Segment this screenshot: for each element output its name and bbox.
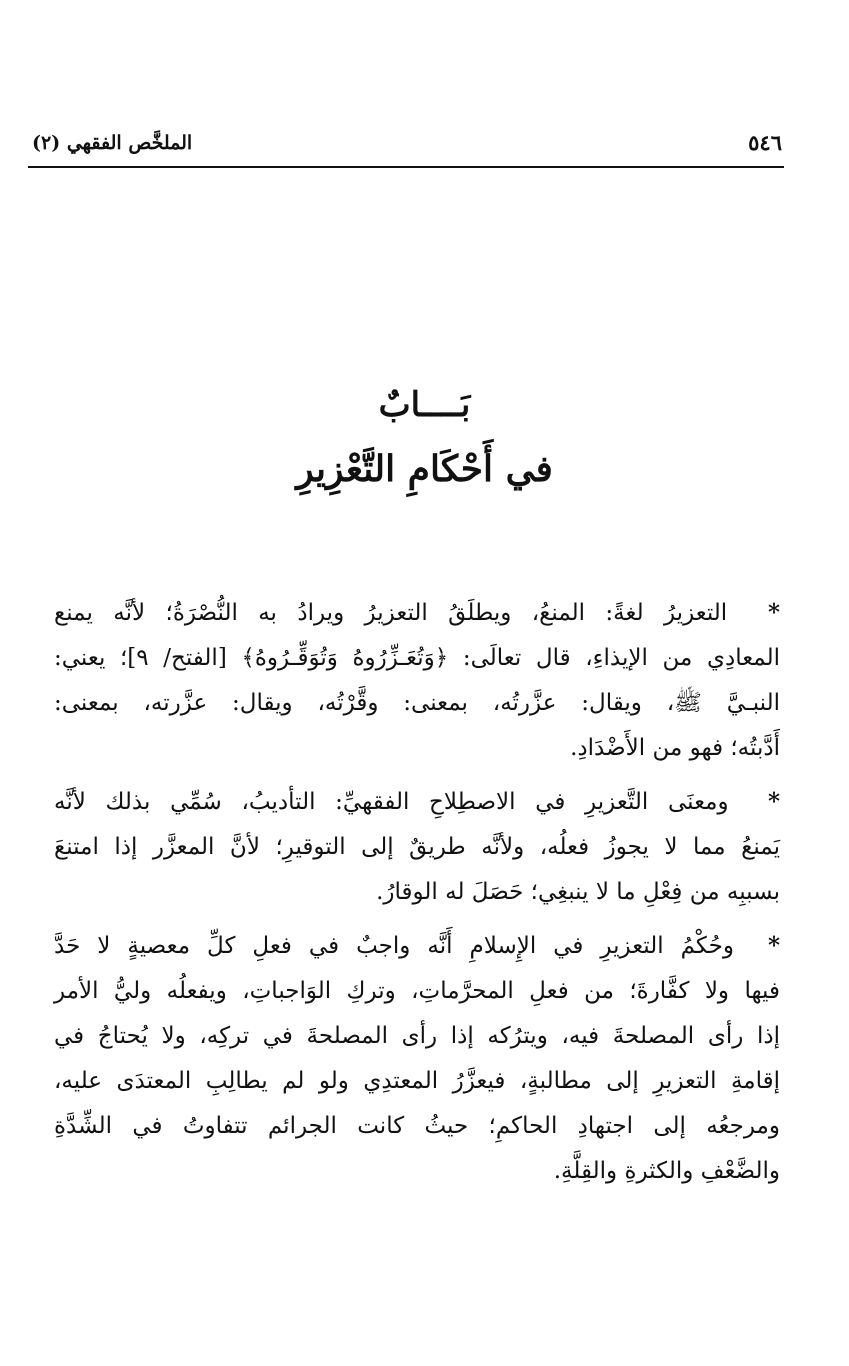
running-title: الملخَّص الفقهي (٢) xyxy=(32,132,193,154)
text-line: يَمنعُ مما لا يجوزُ فعلُه، ولأنَّه طريقٌ إلى التوقيرِ؛ لأنَّ المعزَّر إذا امتنعَ xyxy=(54,834,780,860)
paragraph-ruling xyxy=(54,923,780,1194)
text-line: النبـيَّ ﷺ، ويقال: عزَّرتُه، بمعنى: وقَّرْتُه، ويقال: عزَّرته، بمعنى: xyxy=(54,690,780,716)
bullet-marker: * xyxy=(767,788,780,815)
paragraph-definition-juristic xyxy=(54,779,780,915)
body-text xyxy=(54,590,780,1202)
bullet-marker: * xyxy=(767,932,780,959)
text-line: أَدَّبتُه؛ فهو من الأَضْدَادِ. xyxy=(570,735,780,761)
line-text: وحُكْمُ التعزيرِ في الإِسلامِ أَنَّه واجبٌ في فعلِ كلِّ معصيةٍ لا حَدَّ xyxy=(54,933,734,959)
text-line xyxy=(54,923,780,969)
chapter-label: بَــــابٌ xyxy=(378,385,471,425)
page-header xyxy=(28,126,784,166)
text-line xyxy=(54,590,780,636)
paragraph-definition-language xyxy=(54,590,780,771)
line-text: التعزيرُ لغةً: المنعُ، ويطلَقُ التعزيرُ ويرادُ به النُّصْرَةُ؛ لأنَّه يمنع xyxy=(54,600,728,626)
text-line: ومرجعُه إلى اجتهادِ الحاكمِ؛ حيثُ كانت الجرائم تتفاوتُ في الشِّدَّةِ xyxy=(54,1113,780,1139)
line-text: ومعنَى التَّعزيرِ في الاصطِلاحِ الفقهيِّ: التأديبُ، سُمِّي بذلك لأنَّه xyxy=(54,789,729,815)
chapter-title: في أَحْكَامِ التَّعْزِيرِ xyxy=(296,448,553,490)
text-line: إقامةِ التعزيرِ إلى مطالبةٍ، فيعزَّرُ المعتدِي ولو لم يطالِبِ المعتدَى عليه، xyxy=(54,1068,780,1094)
text-line: إذا رأى المصلحةَ فيه، ويترُكه إذا رأى المصلحةَ في تركِه، ولا يُحتاجُ في xyxy=(54,1023,780,1049)
bullet-marker: * xyxy=(767,599,781,626)
text-line: بسببِه من فِعْلِ ما لا ينبغِي؛ حَصَلَ له الوقارُ. xyxy=(376,879,780,905)
text-line: فيها ولا كفَّارةَ؛ من فعلِ المحرَّماتِ، وتركِ الوَاجباتِ، ويفعلُه وليُّ الأمر xyxy=(54,978,780,1004)
page-number: ٥٤٦ xyxy=(748,130,782,155)
text-line xyxy=(54,779,780,825)
header-rule xyxy=(28,166,784,168)
text-line: المعادِي من الإيذاءِ، قال تعالَى: ﴿وَتُعَـزِّرُوهُ وَتُوَقِّـرُوهُ﴾ [الفتح/ ٩]؛ يعني: xyxy=(54,645,780,671)
text-line: والضَّعْفِ والكثرةِ والقِلَّةِ. xyxy=(553,1158,780,1184)
